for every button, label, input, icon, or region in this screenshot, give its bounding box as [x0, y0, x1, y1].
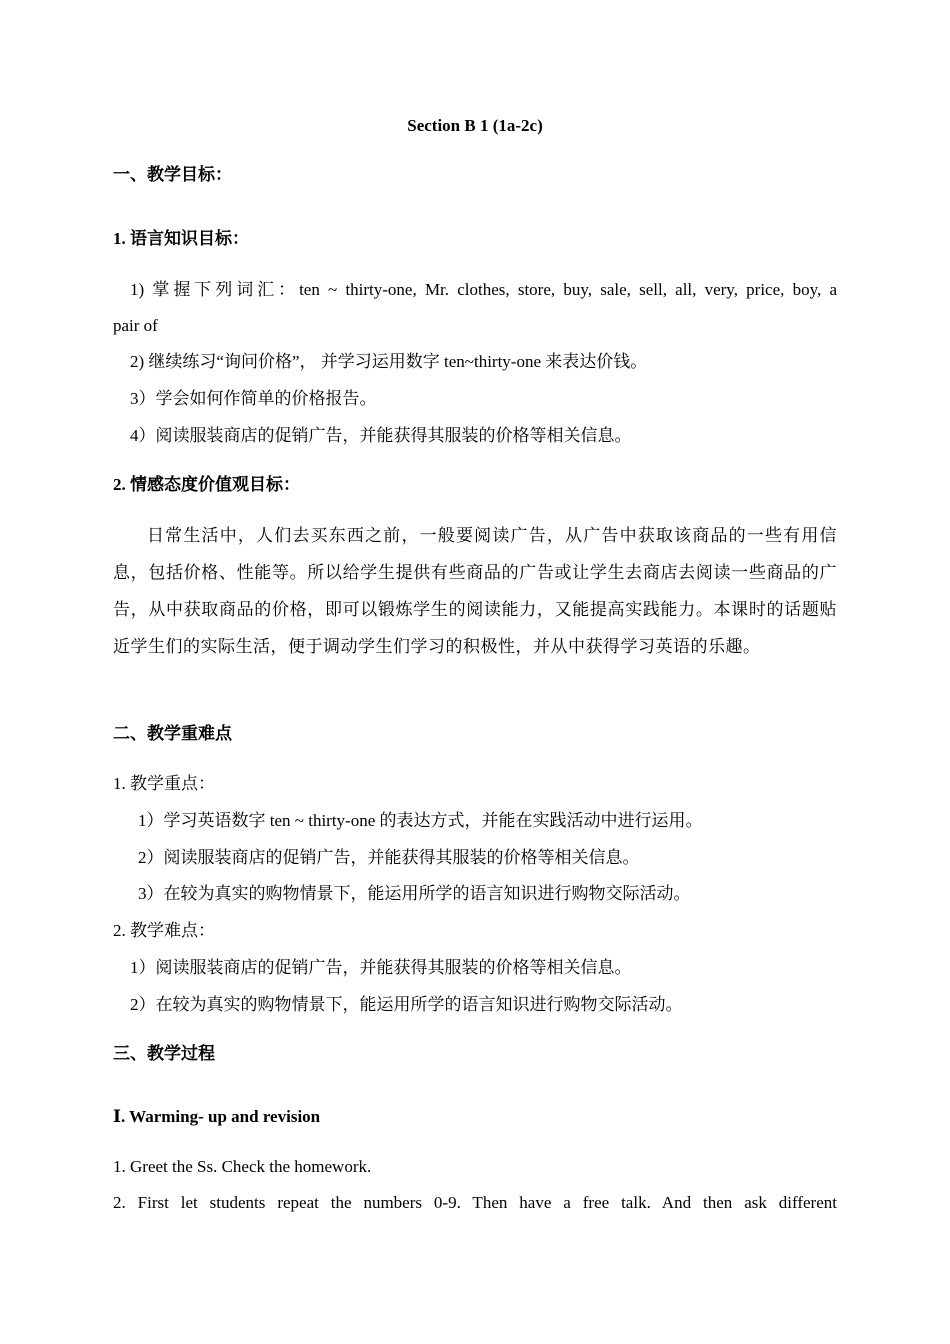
emotional-values-paragraph: 日常生活中，人们去买东西之前，一般要阅读广告，从广告中获取该商品的一些有用信息，包括价格、性能等。所以给学生提供有些商品的广告或让学生去商店去阅读一些商品的广告，从中获取商品的价格，即可以锻炼学生的阅读能力，又能提高实践能力。本课时的话题贴近学生们的实际生活，便于调动学生们学习的积极性，并从中获得学习英语的乐趣。 — [113, 526, 837, 656]
key-point-item-1: 1）学习英语数字 ten ~ thirty-one 的表达方式，并能在实践活动中进行运用。 — [138, 811, 703, 830]
objective-item-1-cont: pair of — [113, 316, 158, 335]
objective-item-3: 3）学会如何作简单的价格报告。 — [130, 389, 377, 408]
key-points-heading: 1. 教学重点： — [113, 774, 215, 793]
difficult-point-item-2: 2）在较为真实的购物情景下，能运用所学的语言知识进行购物交际活动。 — [130, 995, 683, 1014]
section-heading-process: 三、教学过程 — [113, 1044, 215, 1063]
section-heading-key-points: 二、教学重难点 — [113, 724, 232, 743]
objective-item-4: 4）阅读服装商店的促销广告，并能获得其服装的价格等相关信息。 — [130, 426, 632, 445]
difficult-points-heading: 2. 教学难点： — [113, 921, 215, 940]
document-title: Section B 1 (1a-2c) — [407, 116, 543, 135]
step-heading-warming-up: Ⅰ. Warming- up and revision — [113, 1107, 321, 1126]
objective-item-2: 2) 继续练习“询问价格”， 并学习运用数字 ten~thirty-one 来表达价钱。 — [130, 352, 648, 371]
key-point-item-3: 3）在较为真实的购物情景下，能运用所学的语言知识进行购物交际活动。 — [138, 884, 691, 903]
section-heading-objectives: 一、教学目标： — [113, 165, 232, 184]
step-item-2: 2. First let students repeat the numbers 0-9. Then have a free talk. And then ask different — [113, 1193, 837, 1212]
difficult-point-item-1: 1）阅读服装商店的促销广告，并能获得其服装的价格等相关信息。 — [130, 958, 632, 977]
step-item-1: 1. Greet the Ss. Check the homework. — [113, 1157, 372, 1176]
key-point-item-2: 2）阅读服装商店的促销广告，并能获得其服装的价格等相关信息。 — [138, 848, 640, 867]
subheading-emotional-values: 2. 情感态度价值观目标： — [113, 475, 300, 494]
subheading-language-knowledge: 1. 语言知识目标： — [113, 229, 249, 248]
objective-item-1: 1) 掌握下列词汇：ten ~ thirty-one, Mr. clothes, store, buy, sale, sell, all, very, price, boy, a — [130, 280, 837, 299]
